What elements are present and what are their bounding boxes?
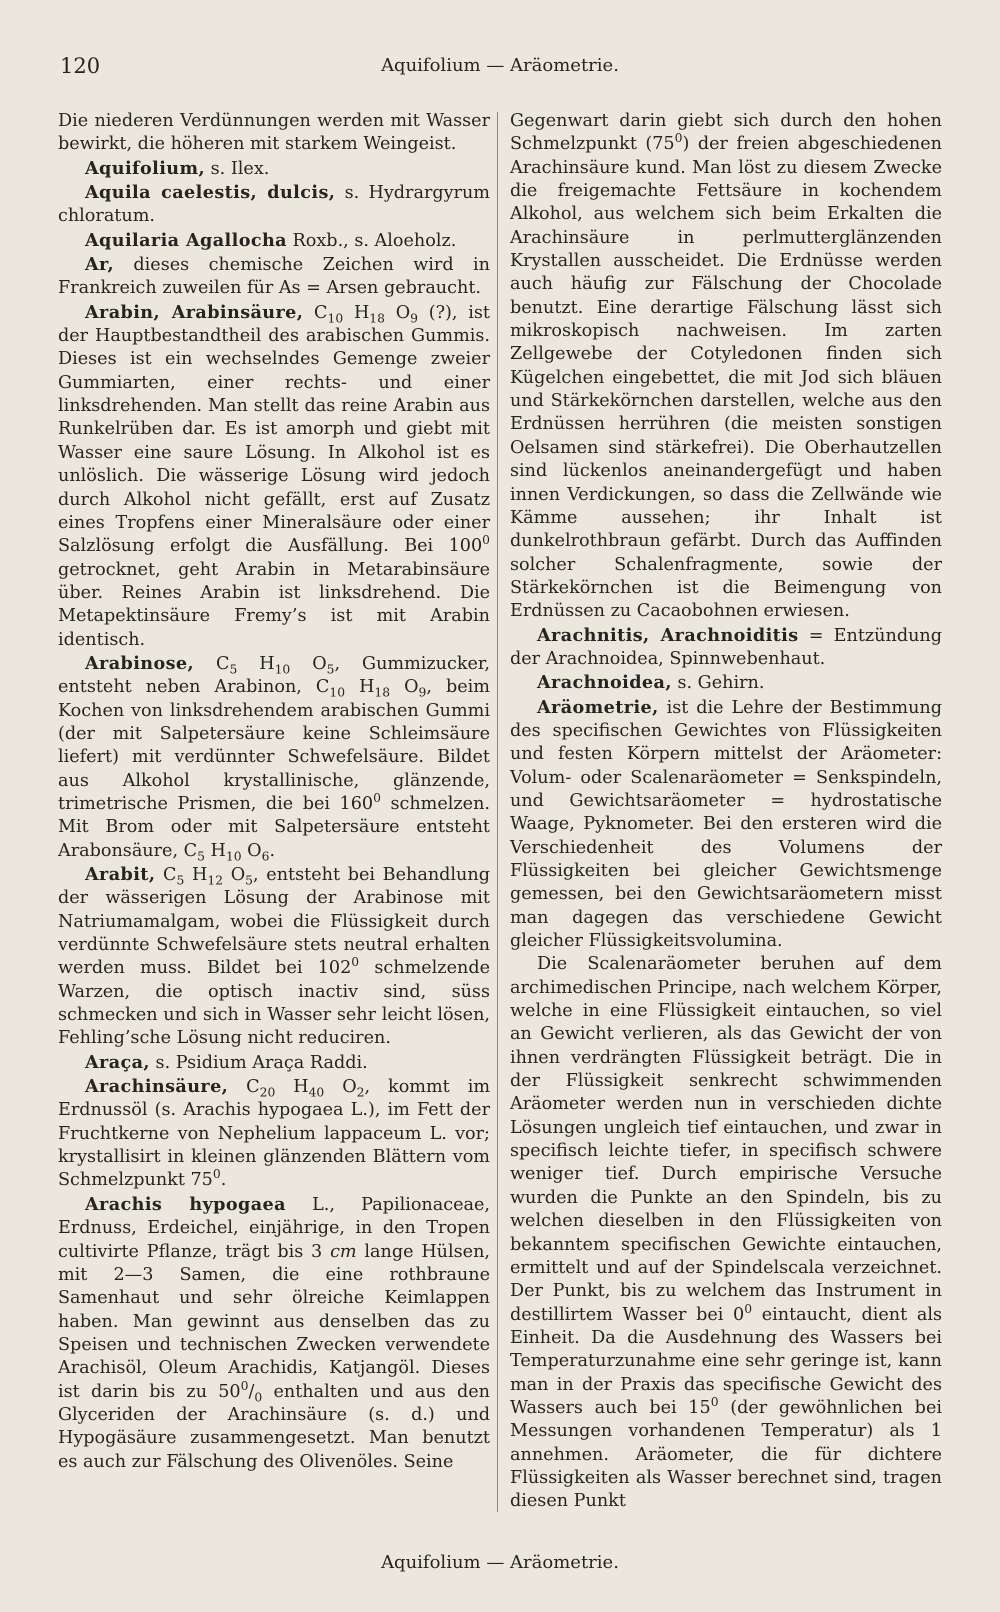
entry-araeometrie: Aräometrie, ist die Lehre der Bestimmung des specifischen Gewichtes von Flüssigkeiten und festen Körpern mittelst der Aräometer: Volum- oder Scalenaräometer = Senkspindeln, und Gewichtsaräometer = hydrostatische Waage, Pyknometer. Bei den ersteren wird die Verschiedenheit des Volumens der Flüssigkeiten bei gleicher Gewichtsmenge gemessen, bei den Gewichtsaräometern misst man dagegen das verschiedene Gewicht gleicher Flüssigkeitsvolumina.	[510, 696, 942, 952]
entry-arachnitis: Arachnitis, Arachnoiditis = Entzündung der Arachnoidea, Spinnwebenhaut.	[510, 624, 943, 669]
entry-aquila: Aquila caelestis, dulcis, s. Hydrargyrum chloratum.	[58, 182, 490, 227]
headword: Aquilaria Agallocha	[85, 229, 287, 251]
headword: Arabin, Arabinsäure,	[85, 301, 304, 323]
headword: Arabinose,	[85, 652, 195, 674]
paragraph: Die niederen Verdünnungen werden mit Wasser bewirkt, die höheren mit starkem Weingeist.	[58, 111, 490, 155]
entry-arachis: Arachis hypogaea L., Papilionaceae, Erdnuss, Erdeichel, einjährige, in den Tropen cultivirte Pflanze, trägt bis 3 cm lange Hülsen, mit 2—3 Samen, die eine rothbraune Samenhaut und sehr ölreiche Keimlappen haben. Man gewinnt aus denselben das zu Speisen und technischen Zwecken verwendete Arachisöl, Oleum Arachidis, Katjangöl. Dieses ist darin bis zu $50^0/_0$ enthalten und aus den Glyceriden der Arachinsäure (s. d.) und Hypogäsäure zusammengesetzt. Man benutzt es auch zur Fälschung des Olivenöles. Seine	[58, 1193, 490, 1472]
entry-aquifolium: Aquifolium, s. Ilex.	[85, 157, 270, 179]
headword: Arachinsäure,	[85, 1076, 229, 1098]
paragraph: Gegenwart darin giebt sich durch den hohen Schmelzpunkt $(75^0)$ der freien abgeschiedenen Arachinsäure kund. Man löst zu diesem Zwecke die freigemachte Fettsäure in kochendem Alkohol, aus welchem sich beim Erkalten die Arachinsäure in perlmutterglänzenden Krystallen ausscheidet. Die Erdnüsse werden auch häufig zur Fälschung der Chocolade benutzt. Eine derartige Fälschung lässt sich mikroskopisch nachweisen. Im zarten Zellgewebe der Cotyledonen finden sich Kügelchen eingebettet, die mit Jod sich bläuen und Stärkekörnchen darstellen, welche aus den Erdnüssen herrühren (die meisten sonstigen Oelsamen sind stärkefrei). Die Oberhautzellen sind lückenlos aneinandergefügt und haben innen Verdickungen, so dass die Zellwände wie Kämme aussehen; ihr Inhalt ist dunkelrothbraun gefärbt. Durch das Auffinden solcher Schalenfragmente, sowie der Stärkekörnchen ist die Beimengung von Erdnüssen zu Cacaobohnen erwiesen.	[510, 111, 942, 622]
entry-ar: Ar, dieses chemische Zeichen wird in Frankreich zuweilen für As = Arsen gebraucht.	[58, 254, 490, 299]
entry-arabin: Arabin, Arabinsäure, $C_{10}$ $H_{18}$ $O_9$ (?), ist der Hauptbestandtheil des arabischen Gummis. Dieses ist ein wechselndes Gemenge zweier Gummiarten, einer rechts- und einer linksdrehenden. Man stellt das reine Arabin aus Runkelrüben dar. Es ist amorph und giebt mit Wasser eine saure Lösung. In Alkohol ist es unlöslich. Die wässerige Lösung wird jedoch durch Alkohol nicht gefällt, erst auf Zusatz eines Tropfens einer Mineralsäure oder einer Salzlösung erfolgt die Ausfällung. Bei $100^0$ getrocknet, geht Arabin in Metarabinsäure über. Reines Arabin ist linksdrehend. Die Metapektinsäure Fremy’s ist mit Arabin identisch.	[58, 301, 490, 650]
headword: Araça,	[85, 1051, 150, 1073]
headword: Arachnoidea,	[537, 672, 672, 694]
running-head: Aquifolium — Aräometrie.	[381, 55, 619, 76]
entry-arachnoidea: Arachnoidea, s. Gehirn.	[537, 672, 765, 694]
page-number: 120	[60, 54, 101, 78]
entry-arachinsaeure: Arachinsäure, $C_{20}$ $H_{40}$ $O_2$, kommt im Erdnussöl (s. Arachis hypogaea L.), im Fett der Fruchtkerne von Nephelium lappaceum L. vor; krystallisirt in kleinen glänzenden Blättern vom Schmelzpunkt $75^0$.	[58, 1076, 491, 1191]
paragraph: Die Scalenaräometer beruhen auf dem archimedischen Principe, nach welchem Körper, welche in eine Flüssigkeit eintauchen, so viel an Gewicht verlieren, als das Gewicht der von ihnen verdrängten Flüssigkeit beträgt. Die in der Flüssigkeit senkrecht schwimmenden Aräometer werden nun in verschieden dichte Lösungen ungleich tief eintauchen, und zwar in specifisch leichte tiefer, in specifisch schwere weniger tief. Durch empirische Versuche wurden die Punkte an den Spindeln, bis zu welchen dieselben in den Flüssigkeiten von bekanntem specifischen Gewichte eintauchen, ermittelt und auf der Spindelscala verzeichnet. Der Punkt, bis zu welchem das Instrument in destillirtem Wasser bei $0^0$ eintaucht, dient als Einheit. Da die Ausdehnung des Wassers bei Temperaturzunahme eine sehr geringe ist, kann man in der Praxis das specifische Gewicht des Wassers auch bei $15^0$ (der gewöhnlichen bei Messungen vorhandenen Temperatur) als 1 annehmen. Aräometer, die für dichtere Flüssigkeiten als Wasser berechnet sind, tragen diesen Punkt	[510, 954, 942, 1512]
page-footer: Aquifolium — Aräometrie.	[381, 1552, 619, 1573]
headword: Ar,	[85, 254, 114, 276]
headword: Aräometrie,	[537, 696, 659, 718]
headword: Aquifolium,	[85, 157, 206, 179]
column-divider	[497, 112, 498, 1512]
left-column	[58, 110, 490, 1474]
headword: Arabit,	[85, 864, 156, 885]
entry-aquilaria: Aquilaria Agallocha Roxb., s. Aloeholz.	[85, 229, 457, 251]
right-column	[510, 110, 942, 1514]
headword: Arachnitis, Arachnoiditis	[537, 624, 799, 646]
entry-arabit: Arabit, $C_5$ $H_{12}$ $O_5$, entsteht bei Behandlung der wässerigen Lösung der Arabinose mit Natriumamalgam, wobei die Flüssigkeit durch verdünnte Schwefelsäure stets neutral erhalten werden muss. Bildet bei $102^0$ schmelzende Warzen, die optisch inactiv sind, süss schmecken und sich in Wasser sehr leicht lösen, Fehling’sche Lösung nicht reduciren.	[58, 864, 490, 1049]
headword: Arachis hypogaea	[85, 1193, 286, 1215]
entry-arabinose: Arabinose, $C_5$ $H_{10}$ $O_5$, Gummizucker, entsteht neben Arabinon, $C_{10}$ $H_{18}$ $O_9$, beim Kochen von linksdrehendem arabischen Gummi (der mit Salpetersäure keine Schleimsäure liefert) mit verdünnter Schwefelsäure. Bildet aus Alkohol krystallinische, glänzende, trimetrische Prismen, die bei $160^0$ schmelzen. Mit Brom oder mit Salpetersäure entsteht Arabonsäure, $C_5$ $H_{10}$ $O_6$.	[58, 652, 490, 864]
headword: Aquila caelestis, dulcis,	[85, 182, 336, 204]
entry-araca: Araça, s. Psidium Araça Raddi.	[85, 1051, 368, 1073]
